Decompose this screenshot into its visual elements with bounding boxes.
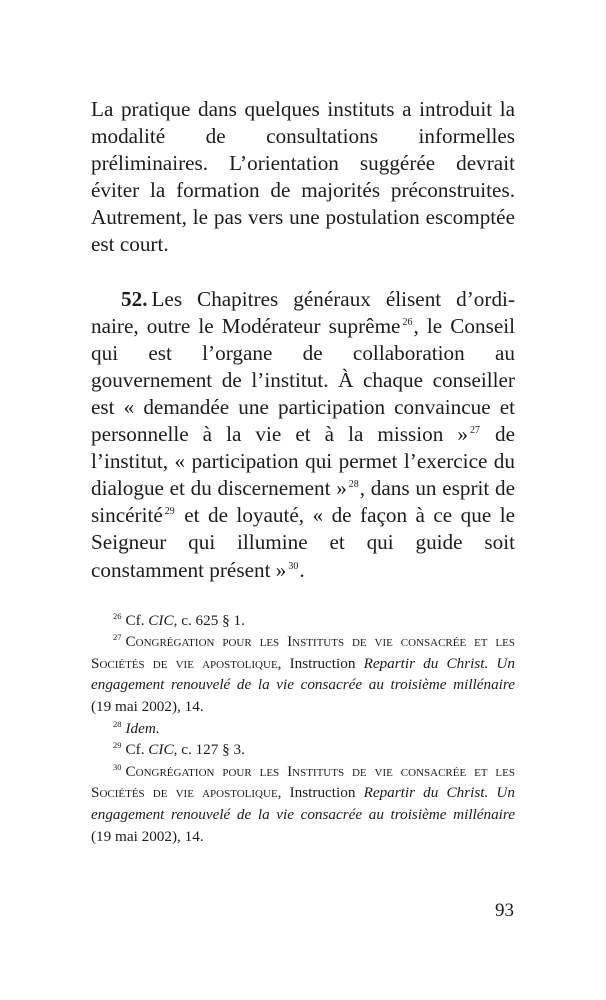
footnote-title: Repartir du Christ. Un engagement renouvelé de la vie consacrée au troisième millénaire xyxy=(91,784,515,823)
footnote-number: 26 xyxy=(113,610,122,621)
footnote-author: Congrégation pour les Instituts de vie consacrée et les Sociétés de vie apostolique xyxy=(91,633,515,672)
footnote-number: 28 xyxy=(113,718,122,729)
footnote-27 xyxy=(91,631,515,717)
footnote-ref-29[interactable]: 29 xyxy=(164,506,175,518)
footnote-author: Congrégation pour les Instituts de vie consacrée et les Sociétés de vie apostolique xyxy=(91,762,515,802)
paragraph-consultations: La pratique dans quelques instituts a introduit la modalité de consultations informelles préliminaires. L’orientation suggérée devrait éviter la formation de majorités préconstruites. Autrement, le pas vers une postulation escomptée est court. xyxy=(91,97,515,257)
footnote-ref-26[interactable]: 26 xyxy=(402,316,413,328)
paragraph-text: . xyxy=(299,557,305,582)
footnote-text: , Instruction xyxy=(277,784,364,802)
footnote-text: (19 mai 2002), 14. xyxy=(91,827,204,845)
footnote-title: CIC xyxy=(148,611,174,629)
footnote-number: 30 xyxy=(113,761,122,772)
footnote-number: 27 xyxy=(113,632,122,643)
page-number: 93 xyxy=(495,900,514,921)
footnote-title: CIC xyxy=(148,741,174,759)
footnote-text: Cf. xyxy=(125,741,149,759)
footnote-ref-27[interactable]: 27 xyxy=(469,425,480,437)
paragraph-text: , dans un esprit de sincérité xyxy=(91,476,515,528)
paragraph-text: Les Chapitres généraux élisent d’ordinaire, outre le Modérateur suprême xyxy=(91,286,515,338)
footnotes xyxy=(91,610,515,848)
page-body xyxy=(91,96,515,847)
footnote-28 xyxy=(91,718,515,740)
footnote-title: Idem. xyxy=(125,719,160,737)
footnote-text: Cf. xyxy=(125,611,149,629)
paragraph-number: 52. xyxy=(121,286,148,311)
footnote-text: (19 mai 2002), 14. xyxy=(91,697,204,715)
footnote-30 xyxy=(91,761,515,847)
footnote-text: , c. 127 § 3. xyxy=(173,741,245,759)
footnote-ref-28[interactable]: 28 xyxy=(348,479,359,491)
paragraph-text: de l’institut, « participation qui permet l’exercice du dialogue et du discernement » xyxy=(91,422,515,501)
footnote-26 xyxy=(91,610,515,632)
footnote-number: 29 xyxy=(113,740,122,751)
paragraph-52 xyxy=(91,286,515,584)
paragraph-text: , le Conseil qui est l’organe de collaboration au gouvernement de l’institut. À chaque conseiller est « demandée une participation convaincue et personnelle à la vie et à la mission » xyxy=(91,313,515,447)
footnote-29 xyxy=(91,739,515,761)
footnote-title: Repartir du Christ. Un engagement renouvelé de la vie consacrée au troisième millénaire xyxy=(91,654,515,694)
footnote-text: , Instruction xyxy=(277,654,364,672)
footnote-text: , c. 625 § 1. xyxy=(173,611,245,629)
footnote-ref-30[interactable]: 30 xyxy=(288,560,299,572)
paragraph-text: et de loyauté, « de façon à ce que le Seigneur qui illumine et qui guide soit constamment présent » xyxy=(91,503,515,582)
